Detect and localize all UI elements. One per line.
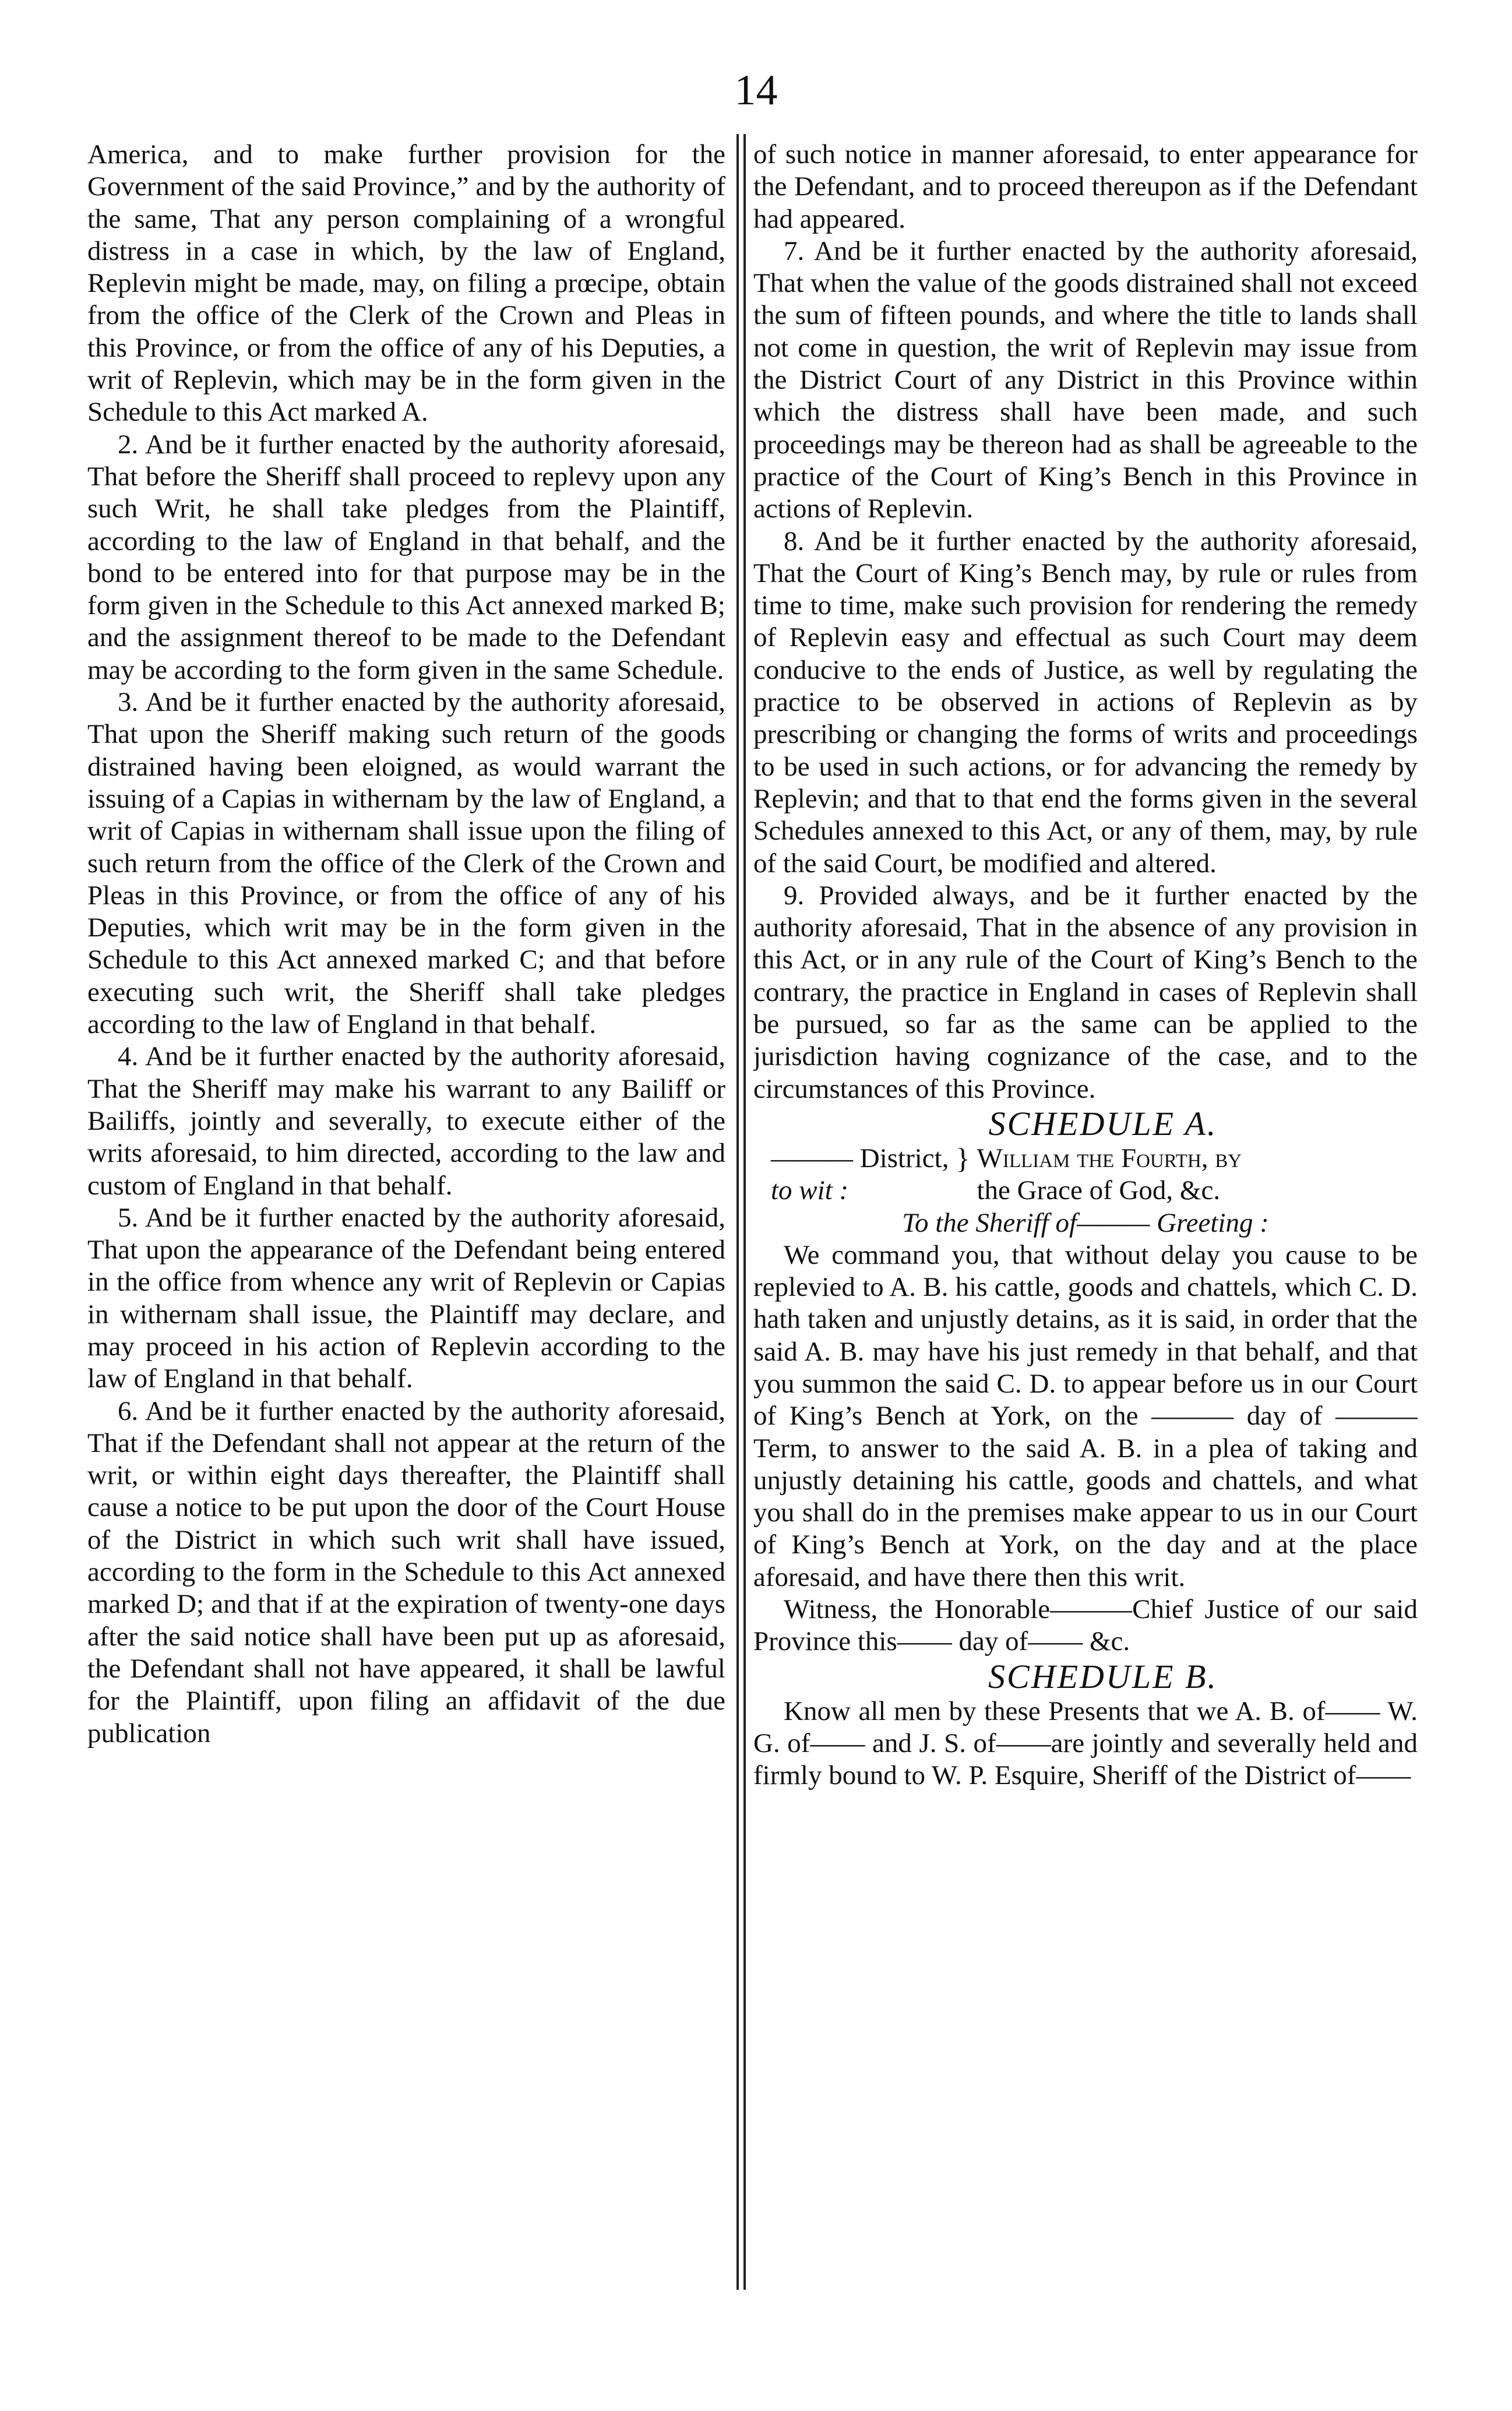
brace-icon: } — [956, 1141, 970, 1175]
column-divider-right — [743, 134, 746, 2290]
caption-district — [771, 1143, 949, 1207]
section-9: 9. Provided always, and be it further enacted by the authority aforesaid, That in the absence of any provision in this Act, or in any rule of the Court of King’s Bench to the contrary, the practice in England in cases of Replevin shall be pursued, so far as the same can be applied to the jurisdiction having cognizance of the case, and to the circumstances of this Province. — [753, 880, 1418, 1104]
right-column — [753, 139, 1418, 2283]
schedule-a-witness: Witness, the Honorable———Chief Justice of our said Province this—— day of—— &c. — [753, 1594, 1418, 1657]
caption-sovereign — [977, 1143, 1418, 1207]
schedule-b-title: SCHEDULE B. — [988, 1657, 1218, 1696]
section-8: 8. And be it further enacted by the authority aforesaid, That the Court of King’s Bench may, by rule or rules from time to time, make such provision for rendering the remedy of Replevin easy and effectual as such Court may deem conducive to the ends of Justice, as well by regulating the practice to be observed in actions of Replevin as by prescribing or changing the forms of writs and proceedings to be used in such actions, or for advancing the remedy by Replevin; and that to that end the forms given in the several Schedules annexed to this Act, or any of them, may, by rule of the said Court, be modified and altered. — [753, 526, 1418, 879]
section-5: 5. And be it further enacted by the authority aforesaid, That upon the appearance of the Defendant being entered in the office from whence any writ of Replevin or Capias in withernam shall issue, the Plaintiff may declare, and may proceed in his action of Replevin according to the law of England in that behalf. — [87, 1202, 725, 1394]
schedule-a-caption — [753, 1143, 1418, 1207]
caption-grace: the Grace of God, &c. — [977, 1175, 1221, 1206]
column-divider-left — [736, 134, 739, 2290]
paragraph-continuation: America, and to make further provision for the Government of the said Province,” and by the authority of the same, That any person complaining of a wrongful distress in a case in which, by the law of England, Replevin might be made, may, on filing a prœcipe, obtain from the office of the Clerk of the Crown and Pleas in this Province, or from the office of any of his Deputies, a writ of Replevin, which may be in the form given in the Schedule to this Act marked A. — [87, 139, 725, 428]
page-number: 14 — [734, 66, 778, 114]
schedule-a-body: We command you, that without delay you cause to be replevied to A. B. his cattle, goods and chattels, which C. D. hath taken and unjustly detains, as it is said, in order that the said A. B. may have his just remedy in that behalf, and that you summon the said C. D. to appear before us in our Court of King’s Bench at York, on the ——— day of ——— Term, to answer to the said A. B. in a plea of taking and unjustly detaining his cattle, goods and chattels, and what you shall do in the premises make appear to us in our Court of King’s Bench at York, on the day and at the place aforesaid, and have there then this writ. — [753, 1239, 1418, 1592]
section-2: 2. And be it further enacted by the authority aforesaid, That before the Sheriff shall proceed to replevy upon any such Writ, he shall take pledges from the Plaintiff, according to the law of England in that behalf, and the bond to be entered into for that purpose may be in the form given in the Schedule to this Act annexed marked B; and the assignment thereof to be made to the Defendant may be according to the form given in the same Schedule. — [87, 429, 725, 685]
section-3: 3. And be it further enacted by the authority aforesaid, That upon the Sheriff making such return of the goods distrained having been eloigned, as would warrant the issuing of a Capias in withernam by the law of England, a writ of Capias in withernam shall issue upon the filing of such return from the office of the Clerk of the Crown and Pleas in this Province, or from the office of any of his Deputies, which writ may be in the form given in the Schedule to this Act annexed marked C; and that before executing such writ, the Sheriff shall take pledges according to the law of England in that behalf. — [87, 687, 725, 1040]
section-7: 7. And be it further enacted by the authority aforesaid, That when the value of the goods distrained shall not exceed the sum of fifteen pounds, and where the title to lands shall not come in question, the writ of Replevin may issue from the District Court of any District in this Province within which the distress shall have been made, and such proceedings may be thereon had as shall be agreeable to the practice of the Court of King’s Bench in this Province in actions of Replevin. — [753, 235, 1418, 524]
section-6: 6. And be it further enacted by the authority aforesaid, That if the Defendant shall not appear at the return of the writ, or within eight days thereafter, the Plaintiff shall cause a notice to be put upon the door of the Court House of the District in which such writ shall have issued, according to the form in the Schedule to this Act annexed marked D; and that if at the expiration of twenty-one days after the said notice shall have been put up as aforesaid, the Defendant shall not have appeared, it shall be lawful for the Plaintiff, upon filing an affidavit of the due publication — [87, 1395, 725, 1749]
section-4: 4. And be it further enacted by the authority aforesaid, That the Sheriff may make his warrant to any Bailiff or Bailiffs, jointly and severally, to execute either of the writs aforesaid, to him directed, according to the law and custom of England in that behalf. — [87, 1041, 725, 1201]
caption-sovereign-name: William the Fourth, by — [977, 1143, 1242, 1173]
paragraph-continuation: of such notice in manner aforesaid, to enter appearance for the Defendant, and to proceed thereupon as if the Defendant had appeared. — [753, 139, 1418, 234]
left-column — [87, 139, 725, 2283]
schedule-b-body: Know all men by these Presents that we A. B. of—— W. G. of—— and J. S. of——are jointly and severally held and firmly bound to W. P. Esquire, Sheriff of the District of—— — [753, 1696, 1418, 1791]
caption-district-line: ——— District, — [771, 1143, 949, 1173]
schedule-a-greeting: To the Sheriff of——— Greeting : — [902, 1207, 1269, 1238]
schedule-a-title: SCHEDULE A. — [988, 1104, 1218, 1143]
caption-to-wit: to wit : — [771, 1175, 849, 1206]
